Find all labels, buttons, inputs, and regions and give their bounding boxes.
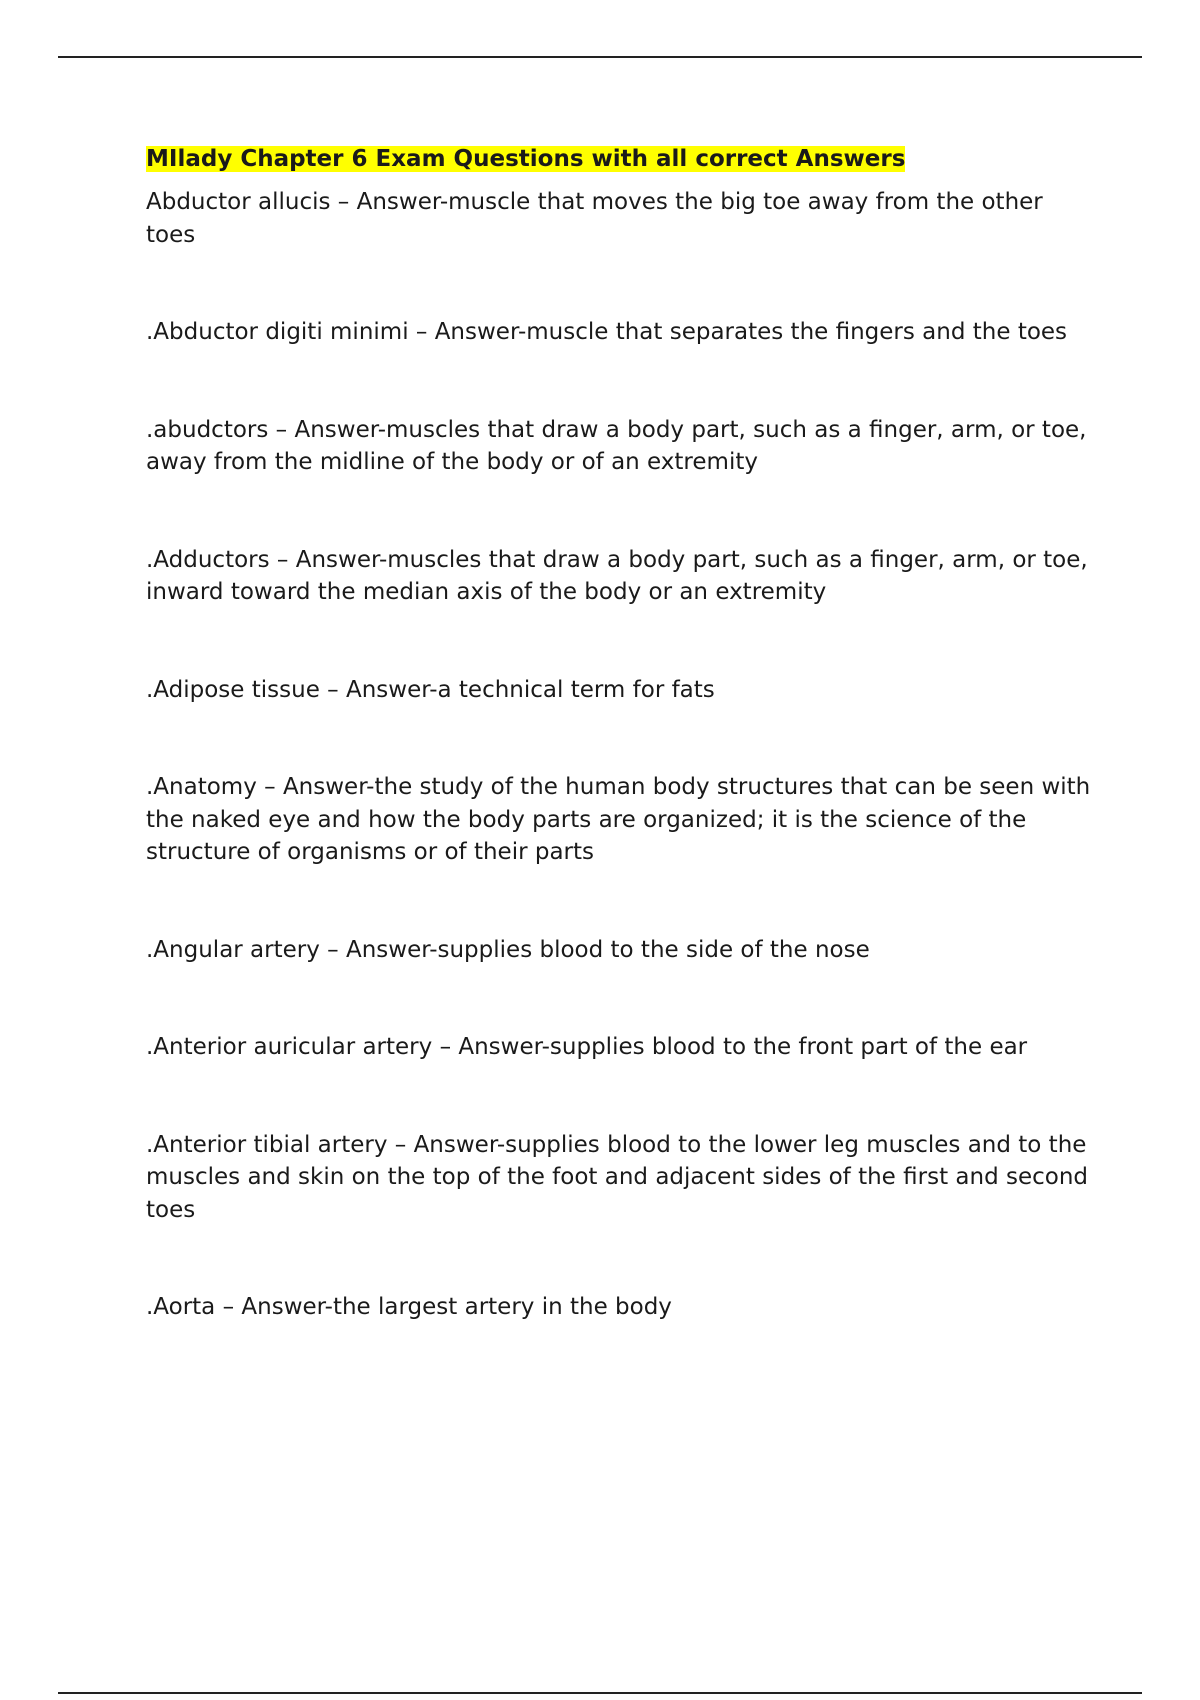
header-rule — [58, 56, 1142, 58]
entry-adductors: .Adductors – Answer-muscles that draw a body part, such as a finger, arm, or toe, inward toward the median axis of the body or an extremity — [146, 546, 1088, 605]
entry-abductor-digiti-minimi: .Abductor digiti minimi – Answer-muscle that separates the fingers and the toes — [146, 319, 1068, 345]
entry-abductor-allucis: Abductor allucis – Answer-muscle that moves the big toe away from the other toes — [146, 189, 1043, 248]
entry-anatomy: .Anatomy – Answer-the study of the human body structures that can be seen with the naked eye and how the body parts are organized; it is the science of the structure of organisms or of their parts — [146, 774, 1091, 865]
entry-abductors: .abudctors – Answer-muscles that draw a body part, such as a finger, arm, or toe, away from the midline of the body or of an extremity — [146, 416, 1087, 475]
entry-aorta: .Aorta – Answer-the largest artery in the body — [146, 1294, 672, 1320]
entry-adipose-tissue: .Adipose tissue – Answer-a technical term for fats — [146, 676, 715, 703]
document-title — [146, 143, 1096, 175]
document-body — [146, 143, 1096, 1324]
entry-angular-artery: .Angular artery – Answer-supplies blood to the side of the nose — [146, 936, 870, 963]
footer-rule — [58, 1692, 1142, 1694]
entry-anterior-tibial-artery: .Anterior tibial artery – Answer-supplies blood to the lower leg muscles and to the muscles and skin on the top of the foot and adjacent sides of the first and second toes — [146, 1131, 1089, 1223]
title-highlight: MIlady Chapter 6 Exam Questions with all correct Answers — [146, 146, 906, 172]
entry-anterior-auricular-artery: .Anterior auricular artery – Answer-supplies blood to the front part of the ear — [146, 1034, 1028, 1060]
